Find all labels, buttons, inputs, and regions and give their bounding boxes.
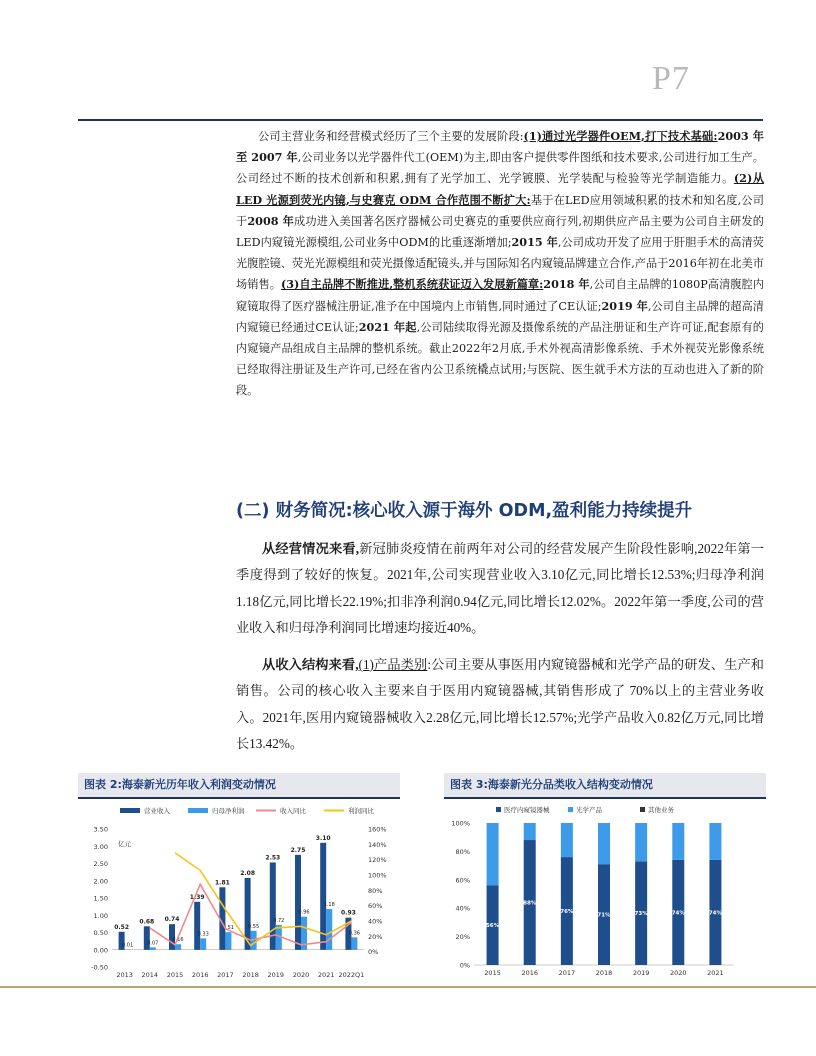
stack-segment xyxy=(598,823,610,864)
share-value-label: 74% xyxy=(708,910,723,917)
legend-label: 其他业务 xyxy=(648,806,674,814)
y-tick-label: 80% xyxy=(455,847,470,856)
stack-segment xyxy=(709,823,721,860)
y-tick-label: 0.00 xyxy=(93,946,108,955)
x-tick-label: 2015 xyxy=(166,971,184,979)
x-tick-label: 2014 xyxy=(141,971,159,979)
profit-value-label: 0.01 xyxy=(122,942,134,949)
figure-revenue-profit xyxy=(78,773,400,987)
revenue-value-label: 2.75 xyxy=(290,846,306,854)
legend-label: 医疗内窥镜器械 xyxy=(504,806,550,814)
share-value-label: 73% xyxy=(634,911,648,918)
y2-tick-label: 160% xyxy=(368,825,387,834)
revenue-structure-chart xyxy=(444,799,766,989)
x-tick-label: 2020 xyxy=(292,971,310,979)
revenue-value-label: 2.53 xyxy=(265,854,281,862)
revenue-structure-paragraph: 从收入结构来看,(1)产品类别:公司主要从事医用内窥镜器械和光学产品的研发、生产和销售。公司的核心收入主要来自于医用内窥镜器械,其销售形成了 70%以上的主营业务收入。2021年,医用内窥镜器械收入2.28亿元,同比增长12.57%;光学产品收入0.82亿万元,同比增长13.42%。 xyxy=(236,657,764,752)
profit-value-label: 0.07 xyxy=(147,940,159,947)
profit-value-label: 0.55 xyxy=(248,923,260,930)
x-tick-label: 2016 xyxy=(521,969,538,977)
y-tick-label: 60% xyxy=(455,876,470,885)
footer-rule xyxy=(0,986,816,988)
share-value-label: 76% xyxy=(560,909,574,916)
y-tick-label: -0.50 xyxy=(91,963,108,972)
profit-bar xyxy=(351,937,357,949)
y2-tick-label: 0% xyxy=(368,948,379,957)
x-tick-label: 2017 xyxy=(217,971,234,979)
revenue-value-label: 1.39 xyxy=(189,893,205,901)
legend-swatch xyxy=(120,808,140,813)
x-tick-label: 2017 xyxy=(558,969,576,977)
y2-tick-label: 20% xyxy=(368,932,383,941)
share-value-label: 74% xyxy=(671,910,685,917)
revenue-value-label: 1.81 xyxy=(214,879,230,887)
x-tick-label: 2018 xyxy=(595,969,613,977)
x-tick-label: 2019 xyxy=(267,971,285,979)
y2-tick-label: 40% xyxy=(368,917,383,926)
y2-tick-label: 80% xyxy=(368,886,383,895)
y-tick-label: 2.00 xyxy=(93,877,108,886)
legend-label: 营业收入 xyxy=(144,807,170,815)
figure-revenue-structure xyxy=(444,773,766,987)
section-title: (二) 财务简况:核心收入源于海外 ODM,盈利能力持续提升 xyxy=(236,501,693,521)
revenue-value-label: 2.08 xyxy=(240,869,256,877)
revenue-bar xyxy=(295,855,301,950)
stack-segment xyxy=(672,823,684,860)
legend-swatch xyxy=(188,808,208,813)
share-value-label: 56% xyxy=(485,923,500,930)
x-tick-label: 2015 xyxy=(484,969,501,977)
y-tick-label: 20% xyxy=(455,933,470,942)
x-tick-label: 2018 xyxy=(242,971,259,979)
profit-value-label: 0.16 xyxy=(172,937,184,944)
share-value-label: 71% xyxy=(597,912,611,919)
figure-title: 图表 2:海泰新光历年收入利润变动情况 xyxy=(78,773,400,799)
unit-label: 亿元 xyxy=(118,840,131,848)
y-tick-label: 40% xyxy=(455,904,470,913)
legend-swatch xyxy=(568,807,573,812)
figure-title: 图表 3:海泰新光分品类收入结构变动情况 xyxy=(444,773,766,799)
profit-bar xyxy=(326,909,332,950)
y-tick-label: 3.50 xyxy=(93,825,108,834)
legend-label: 光学产品 xyxy=(576,806,602,814)
header-rule xyxy=(78,119,763,121)
y2-tick-label: 140% xyxy=(368,840,387,849)
profit-value-label: 0.36 xyxy=(348,930,360,937)
legend-label: 收入同比 xyxy=(280,807,306,815)
x-tick-label: 2019 xyxy=(632,969,650,977)
legend-label: 归母净利润 xyxy=(212,807,245,815)
profit-bar xyxy=(150,947,156,949)
x-tick-label: 2020 xyxy=(670,969,687,977)
share-value-label: 88% xyxy=(523,900,537,907)
profit-bar xyxy=(225,932,231,950)
revenue-value-label: 0.68 xyxy=(139,918,155,926)
x-tick-label: 2021 xyxy=(317,971,335,979)
x-tick-label: 2013 xyxy=(116,971,133,979)
y-tick-label: 0.50 xyxy=(93,929,108,937)
y-tick-label: 1.50 xyxy=(93,894,108,903)
y-tick-label: 100% xyxy=(451,819,470,828)
legend-swatch xyxy=(496,807,501,812)
y-tick-label: 1.00 xyxy=(93,911,108,920)
y-tick-label: 0% xyxy=(459,961,470,970)
y-tick-label: 3.00 xyxy=(93,842,108,851)
revenue-value-label: 0.93 xyxy=(340,909,356,917)
stack-segment xyxy=(561,823,573,857)
profit-value-label: 0.96 xyxy=(298,909,310,916)
intro-paragraph: 公司主营业务和经营模式经历了三个主要的发展阶段:(1)通过光学器件OEM,打下技术基础:2003 年至 2007 年,公司业务以光学器件代工(OEM)为主,即由客户提供零件图纸和技术要求,公司进行加工生产。公司经过不断的技术创新和积累,拥有了光学加工、光学镀膜、光学装配与检验等光学制造能力。(2)从 LED 光源到荧光内镜,与史赛克 ODM 合作范围不断扩大:基于在LED应用领域积累的技术和知名度,公司于2008 年成功进入美国著名医疗器械公司史赛克的重要供应商行列,初期供应产品主要为公司自主研发的LED内窥镜光源模组,公司业务中ODM的比重逐渐增加;2015 年,公司成功开发了应用于肝胆手术的高清荧光腹腔镜、荧光光源模组和荧光摄像适配镜头,并与国际知名内窥镜品牌建立合作,产品于2016年初在北美市场销售。(3)自主品牌不断推进,整机系统获证迈入发展新篇章:2018 年,公司自主品牌的1080P高清腹腔内窥镜取得了医疗器械注册证,准予在中国境内上市销售,同时通过了CE认证;2019 年,公司自主品牌的超高清内窥镜已经通过CE认证;2021 年起,公司陆续取得光源及摄像系统的产品注册证和生产许可证,配套原有的内窥镜产品组成自主品牌的整机系统。截止2022年2月底,手术外视高清影像系统、手术外视荧光影像系统已经取得注册证及生产许可,已经在省内公卫系统橇点试用;与医院、医生就手术方法的互动也进入了新的阶段。 xyxy=(236,129,765,398)
y-tick-label: 2.50 xyxy=(93,860,108,868)
revenue-value-label: 0.52 xyxy=(114,923,130,931)
profit-value-label: 1.18 xyxy=(323,902,335,909)
page-number: P7 xyxy=(652,60,690,97)
profit-value-label: 0.51 xyxy=(222,925,234,932)
y2-tick-label: 100% xyxy=(368,871,387,880)
stack-segment xyxy=(524,823,536,840)
legend-label: 利润同比 xyxy=(348,807,374,815)
x-tick-label: 2022Q1 xyxy=(338,971,365,979)
x-tick-label: 2021 xyxy=(707,969,724,977)
revenue-value-label: 3.10 xyxy=(315,834,331,842)
revenue-bar xyxy=(194,902,200,950)
y2-tick-label: 120% xyxy=(368,856,387,865)
stack-segment xyxy=(635,823,647,861)
profit-bar xyxy=(175,944,181,950)
y2-tick-label: 60% xyxy=(368,902,383,911)
profit-value-label: 0.72 xyxy=(273,917,285,924)
revenue-value-label: 0.74 xyxy=(164,916,180,924)
revenue-profit-chart xyxy=(78,799,400,989)
legend-swatch xyxy=(640,807,645,812)
profit-value-label: 0.33 xyxy=(197,931,209,938)
stack-segment xyxy=(487,823,499,885)
x-tick-label: 2016 xyxy=(191,971,209,979)
operations-paragraph: 从经营情况来看,新冠肺炎疫情在前两年对公司的经营发展产生阶段性影响,2022年第一季度得到了较好的恢复。2021年,公司实现营业收入3.10亿元,同比增长12.53%;归母净利润1.18亿元,同比增长22.19%;扣非净利润0.94亿元,同比增长12.02%。2022年第一季度,公司的营业收入和归母净利润同比增速均接近40%。 xyxy=(236,541,764,636)
profit-bar xyxy=(200,938,206,949)
